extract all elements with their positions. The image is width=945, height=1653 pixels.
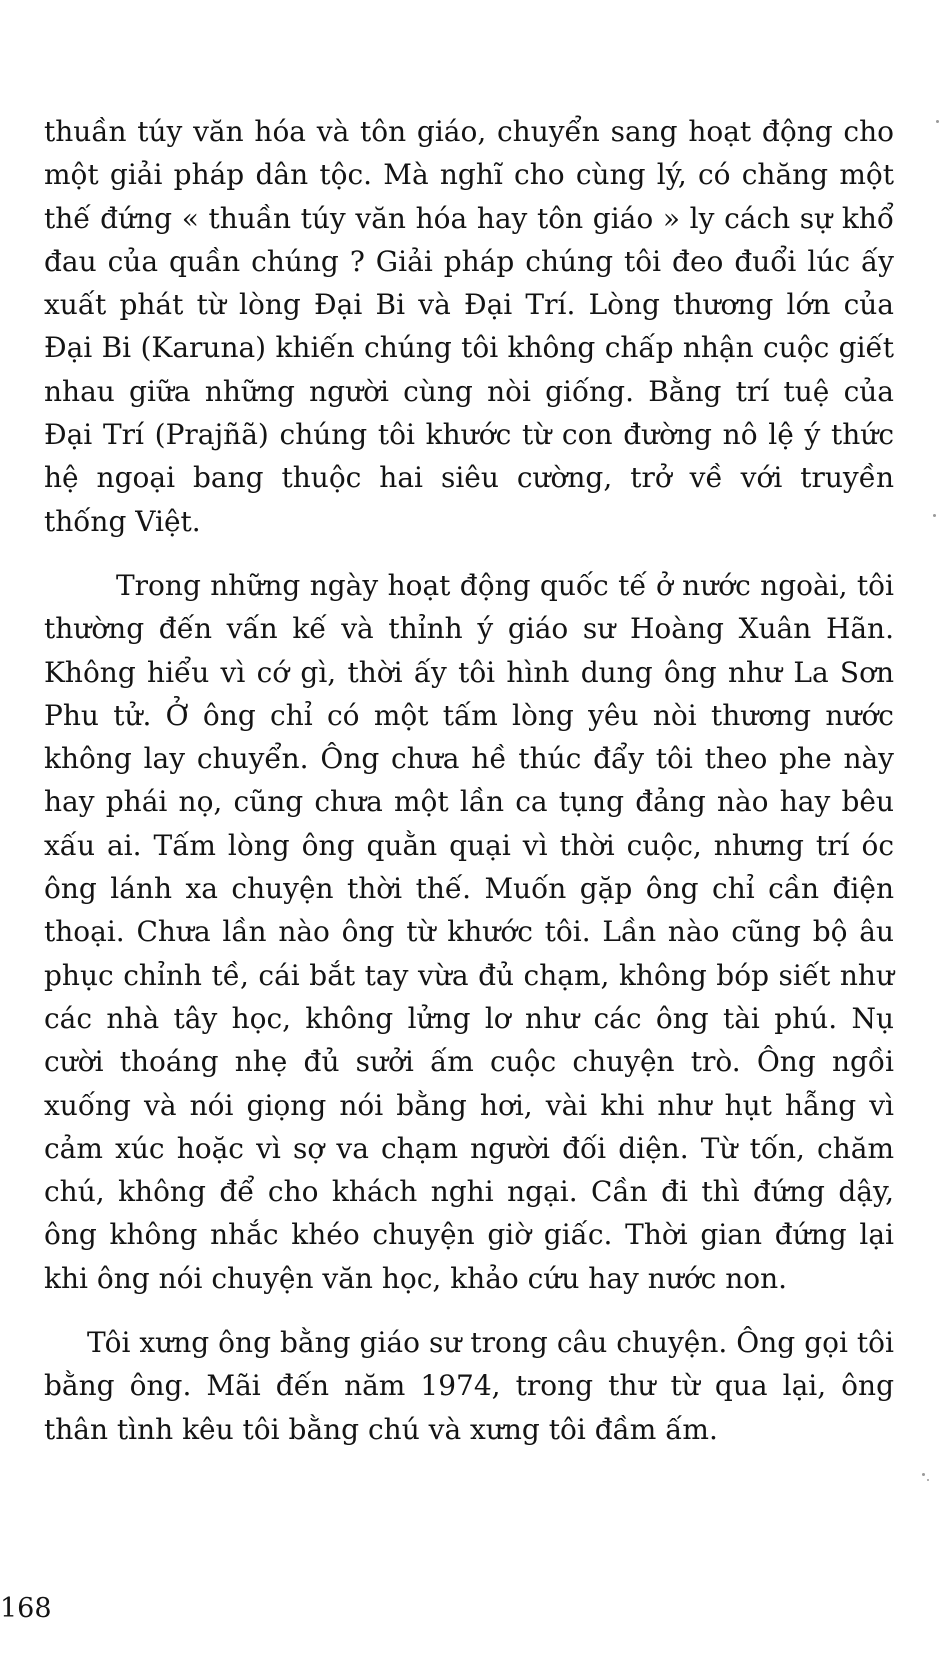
body-text	[44, 110, 894, 1451]
paragraph-3: Tôi xưng ông bằng giáo sư trong câu chuyện. Ông gọi tôi bằng ông. Mãi đến năm 1974, trong thư từ qua lại, ông thân tình kêu tôi bằng chú và xưng tôi đầm ấm.	[44, 1326, 894, 1446]
scan-speck	[922, 1473, 925, 1476]
paragraph-1: thuần túy văn hóa và tôn giáo, chuyển sang hoạt động cho một giải pháp dân tộc. Mà nghĩ cho cùng lý, có chăng một thế đứng « thuần túy văn hóa hay tôn giáo » ly cách sự khổ đau của quần chúng ? Giải pháp chúng tôi đeo đuổi lúc ấy xuất phát từ lòng Đại Bi và Đại Trí. Lòng thương lớn của Đại Bi (Karuna) khiến chúng tôi không chấp nhận cuộc giết nhau giữa những người cùng nòi giống. Bằng trí tuệ của Đại Trí (Prajñã) chúng tôi khước từ con đường nô lệ ý thức hệ ngoại bang thuộc hai siêu cường, trở về với truyền thống Việt.	[44, 115, 894, 538]
paragraph-2: Trong những ngày hoạt động quốc tế ở nước ngoài, tôi thường đến vấn kế và thỉnh ý giáo sư Hoàng Xuân Hãn. Không hiểu vì cớ gì, thời ấy tôi hình dung ông như La Sơn Phu tử. Ở ông chỉ có một tấm lòng yêu nòi thương nước không lay chuyển. Ông chưa hề thúc đẩy tôi theo phe này hay phái nọ, cũng chưa một lần ca tụng đảng nào hay bêu xấu ai. Tấm lòng ông quằn quại vì thời cuộc, nhưng trí óc ông lánh xa chuyện thời thế. Muốn gặp ông chỉ cần điện thoại. Chưa lần nào ông từ khước tôi. Lần nào cũng bộ âu phục chỉnh tề, cái bắt tay vừa đủ chạm, không bóp siết như các nhà tây học, không lửng lơ như các ông tài phú. Nụ cười thoáng nhẹ đủ sưởi ấm cuộc chuyện trò. Ông ngồi xuống và nói giọng nói bằng hơi, vài khi như hụt hẫng vì cảm xúc hoặc vì sợ va chạm người đối diện. Từ tốn, chăm chú, không để cho khách nghi ngại. Cần đi thì đứng dậy, ông không nhắc khéo chuyện giờ giấc. Thời gian đứng lại khi ông nói chuyện văn học, khảo cứu hay nước non.	[44, 568, 894, 1295]
scan-speck	[933, 514, 936, 517]
page-number: 168	[0, 1593, 52, 1624]
scan-speck	[927, 1479, 929, 1481]
scan-speck	[936, 120, 939, 123]
